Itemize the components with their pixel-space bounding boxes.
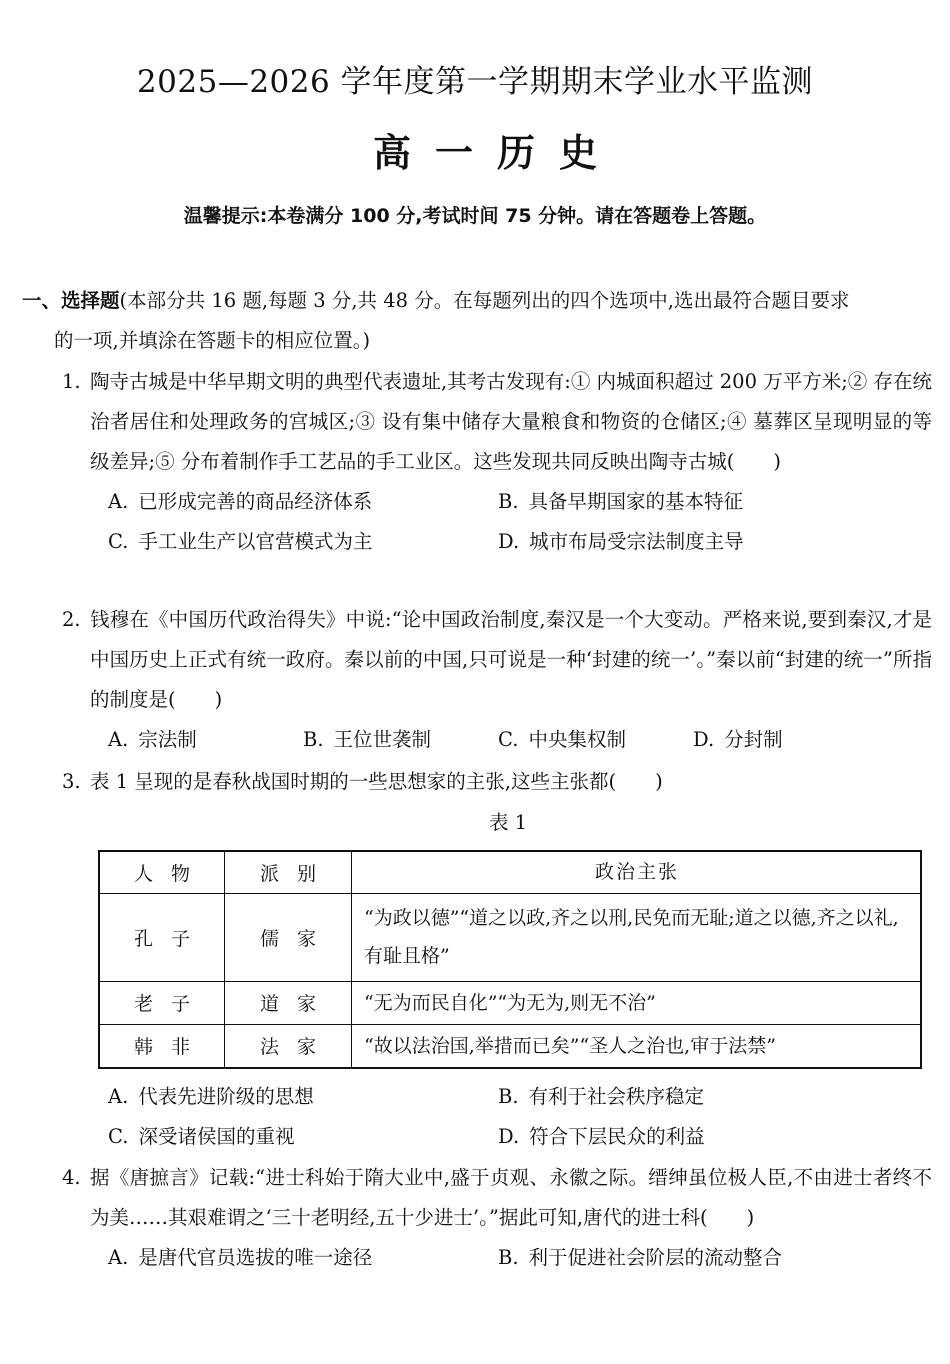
question-stem: 据《唐摭言》记载:“进士科始于隋大业中,盛于贞观、永徽之际。缙绅虽位极人臣,不由进士者终不为美……其艰难谓之‘三十老明经,五十少进士’。”据此可知,唐代的进士科( ) [90,1166,932,1229]
option-text: 代表先进阶级的思想 [138,1085,314,1108]
option-d[interactable] [693,720,783,760]
options-row [62,720,932,760]
option-text: 利于促进社会阶层的流动整合 [528,1246,783,1269]
option-text: 城市布局受宗法制度主导 [529,530,744,553]
option-b[interactable] [303,720,431,760]
table-cell: “为政以德”“道之以政,齐之以刑,民免而无耻;道之以德,齐之以礼,有耻且格” [352,893,922,981]
option-c[interactable] [108,1117,294,1157]
option-text: 宗法制 [138,728,197,751]
question-3 [62,762,932,802]
options-row [62,482,932,522]
table-header: 人物 [99,851,225,893]
option-text: 深受诸侯国的重视 [138,1125,295,1148]
option-c[interactable] [108,522,372,562]
option-label: A. [108,1085,129,1108]
section-heading [22,281,932,361]
option-label: B. [498,1085,519,1108]
question-1 [62,362,932,562]
option-text: 已形成完善的商品经济体系 [138,490,373,513]
table-cell: “故以法治国,举措而已矣”“圣人之治也,审于法禁” [352,1024,922,1068]
question-2 [62,600,932,760]
table-cell: “无为而民自化”“为无为,则无不治” [352,981,922,1024]
option-text: 中央集权制 [528,728,626,751]
option-b[interactable] [498,1238,782,1278]
table-cell: 法家 [225,1024,352,1068]
question-stem: 陶寺古城是中华早期文明的典型代表遗址,其考古发现有:① 内城面积超过 200 万平方米;② 存在统治者居住和处理政务的宫城区;③ 设有集中储存大量粮食和物资的仓储区;④ 墓葬区呈现明显的等级差异;⑤ 分布着制作手工艺品的手工业区。这些发现共同反映出陶寺古城( ) [90,370,932,473]
option-a[interactable] [108,720,197,760]
question-stem: 钱穆在《中国历代政治得失》中说:“论中国政治制度,秦汉是一个大变动。严格来说,要到秦汉,才是中国历史上正式有统一政府。秦以前的中国,只可说是一种‘封建的统一’。”秦以前“封建的统一”所指的制度是( ) [90,608,932,711]
option-text: 有利于社会秩序稳定 [528,1085,705,1108]
table-cell: 孔子 [99,893,225,981]
table-row [99,981,921,1024]
table-header: 政治主张 [352,851,922,893]
options-row [62,1117,932,1157]
option-label: B. [498,1246,519,1269]
options-row [62,1238,932,1278]
table-caption: 表 1 [488,811,528,834]
option-label: D. [693,728,715,751]
option-label: B. [303,728,324,751]
option-d[interactable] [498,522,744,562]
option-b[interactable] [498,1077,704,1117]
section-title: 一、选择题 [22,289,120,312]
option-text: 具备早期国家的基本特征 [528,490,744,513]
options-row [62,522,932,562]
option-a[interactable] [108,482,372,522]
question-number: 3. [62,770,81,793]
question-number: 4. [62,1166,81,1189]
section-desc-line1: (本部分共 16 题,每题 3 分,共 48 分。在每题列出的四个选项中,选出最符合题目要求 [119,289,850,312]
table-cell: 老子 [99,981,225,1024]
option-c[interactable] [498,720,626,760]
options-row [62,1077,932,1117]
option-b[interactable] [498,482,743,522]
option-label: A. [108,728,129,751]
option-label: D. [498,530,520,553]
table-cell: 道家 [225,981,352,1024]
question-number: 1. [62,370,81,393]
question-3-options [62,1077,932,1157]
thinkers-table [98,850,922,1069]
table-header-row [99,851,921,893]
option-text: 符合下层民众的利益 [529,1125,705,1148]
option-label: D. [498,1125,520,1148]
option-text: 是唐代官员选拔的唯一途径 [138,1246,373,1269]
question-4 [62,1158,932,1278]
option-a[interactable] [108,1238,372,1278]
subject-title: 高一历史 [372,131,621,175]
option-text: 分封制 [724,728,783,751]
section-desc-line2: 的一项,并填涂在答题卡的相应位置。) [54,329,371,352]
table-row [99,893,921,981]
option-text: 手工业生产以官营模式为主 [138,530,373,553]
option-d[interactable] [498,1117,705,1157]
option-label: C. [108,530,129,553]
question-stem: 表 1 呈现的是春秋战国时期的一些思想家的主张,这些主张都( ) [90,770,663,793]
table-cell: 韩非 [99,1024,225,1068]
table-row [99,1024,921,1068]
exam-notice: 温馨提示:本卷满分 100 分,考试时间 75 分钟。请在答题卷上答题。 [183,205,767,227]
option-label: B. [498,490,519,513]
option-label: A. [108,1246,129,1269]
option-label: C. [498,728,519,751]
option-label: C. [108,1125,129,1148]
table-cell: 儒家 [225,893,352,981]
question-number: 2. [62,608,81,631]
table-header: 派别 [225,851,352,893]
option-label: A. [108,490,129,513]
option-a[interactable] [108,1077,314,1117]
option-text: 王位世袭制 [333,728,432,751]
exam-title: 2025—2026 学年度第一学期期末学业水平监测 [136,64,814,100]
